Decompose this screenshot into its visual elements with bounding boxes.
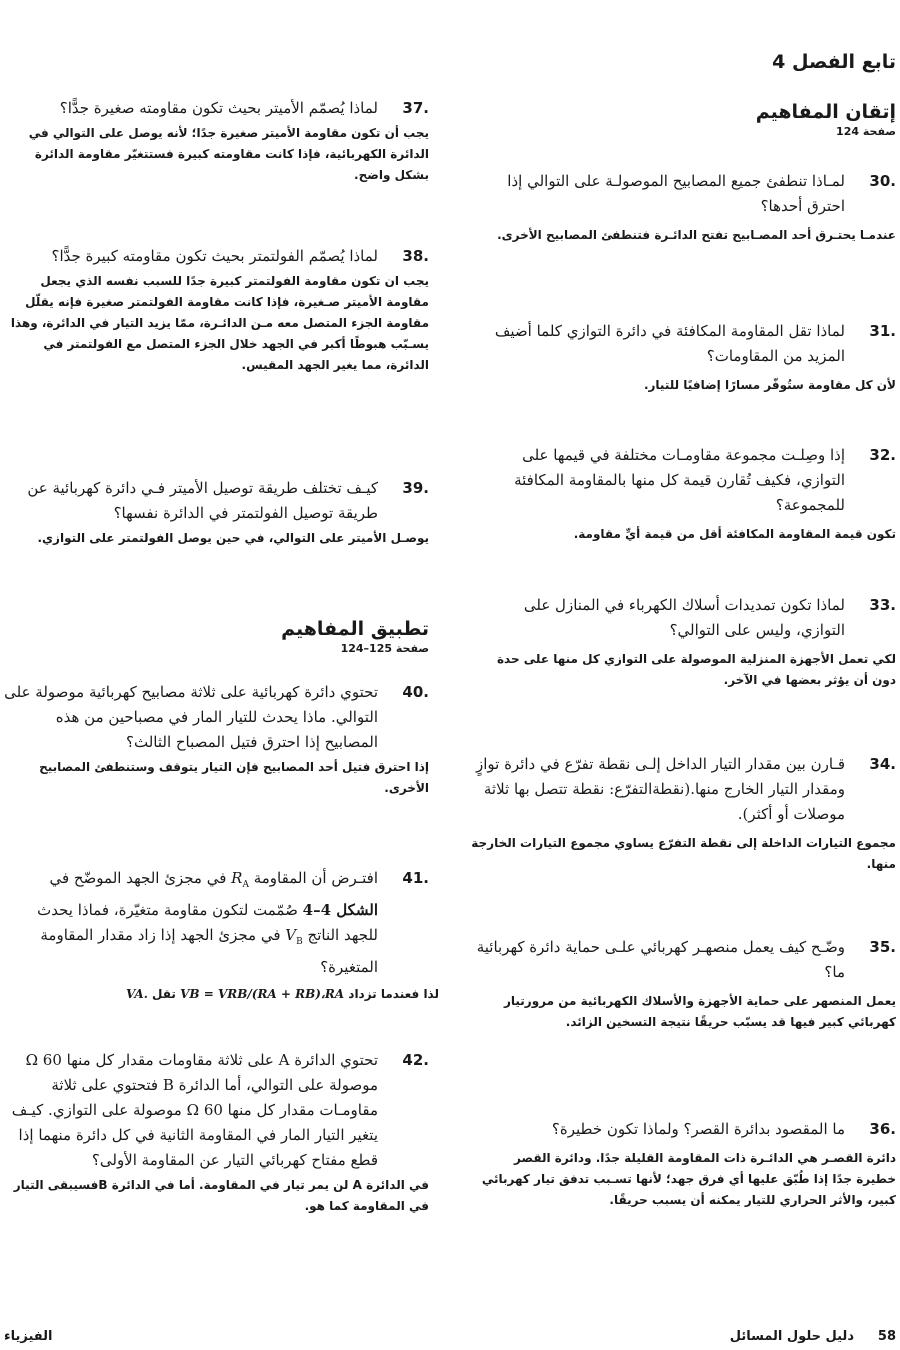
- answer-text: لكي تعمل الأجهزة المنزلية الموصولة على التوازي كل منها على حدة دون أن يؤثر بعضها في الآخر.: [496, 652, 896, 687]
- answer-text-part: لذا فعندما تزداد: [344, 987, 439, 1001]
- question-text: قـارن بين مقدار التيار الداخل إلـى نقطة تفرّع في دائرة توازٍ ومقدار التيار الخارج منها.(نقطةالتفرّع: نقطة تتصل بها ثلاثة موصلات أو أكثر).: [475, 755, 845, 823]
- question-39: [3, 476, 429, 549]
- question-text: كيـف تختلف طريقة توصيل الأميتر فـي دائرة كهربائية عن طريقة توصيل الفولتمتر في الدائرة نفسها؟: [27, 479, 378, 522]
- answer-text: دائرة القصـر هي الدائـرة ذات المقاومة القليلة جدًا. ودائرة القصر خطيرة جدًا إذا طُبّق عليها أي فرق جهد؛ لأنها تسـبب تدفق تيار كهربائي كبير، والأثر الحراري للتيار يمكنه أن يسبب حريقًا.: [481, 1151, 896, 1207]
- question-text: لماذا يُصمّم الفولتمتر بحيث تكون مقاومته كبيرة جدًّا؟: [51, 247, 378, 265]
- question-number: .38: [402, 247, 429, 265]
- subscript: B: [296, 937, 303, 947]
- question-31: [471, 319, 896, 396]
- variable-r: R: [231, 869, 243, 887]
- page-number: 58: [877, 1329, 896, 1344]
- question-number: .37: [402, 99, 429, 117]
- question-text-part: افتـرض أن المقاومة: [248, 869, 378, 887]
- question-number: .42: [402, 1051, 429, 1069]
- footer-guide-title: دليل حلول المسائل: [729, 1329, 854, 1344]
- question-32: [471, 443, 896, 545]
- question-text-part: صُمّمت لتكون مقاومة متغيّرة، فماذا يحدث للجهد الناتج: [37, 901, 378, 944]
- question-text-part: في مجزئ الجهد إذا زاد مقدار المقاومة المتغيرة؟: [40, 926, 378, 976]
- section-page-ref: صفحة 125–124: [340, 642, 429, 655]
- question-text: تحتوي الدائرة A على ثلاثة مقاومات مقدار كل منها Ω 60 موصولة على التوالي، أما الدائرة B فتحتوي على ثلاثة مقاومـات مقدار كل منها Ω 60 موصولة على التوازي. كيـف يتغير التيار المار في المقاومة الثانية في كل دائرة منهما إذا قطع مفتاح كهربائي التيار عن المقاومة الأولى؟: [11, 1051, 378, 1169]
- footer-subject: الفيزياء: [4, 1329, 53, 1344]
- answer-text: يوصـل الأميتر على التوالي، في حين يوصل الفولتمتر على التوازي.: [37, 531, 429, 545]
- section-title: إتقان المفاهيم: [755, 101, 896, 123]
- question-number: .36: [869, 1120, 896, 1138]
- figure-reference: الشكل 4–4: [302, 901, 378, 919]
- question-number: .41: [402, 869, 429, 887]
- question-text: لمـاذا تنطفئ جميع المصابيح الموصولـة على التوالي إذا احترق أحدها؟: [507, 172, 845, 215]
- question-30: [471, 169, 896, 246]
- question-text: ما المقصود بدائرة القصر؟ ولماذا تكون خطيرة؟: [551, 1120, 845, 1138]
- question-text: تحتوي دائرة كهربائية على ثلاثة مصابيح كهربائية موصولة على التوالي. ماذا يحدث للتيار المار في مصباحين من هذه المصابيح إذا احترق فتيل المصباح الثالث؟: [4, 683, 378, 751]
- question-35: [471, 935, 896, 1033]
- question-text: لماذا يُصمّم الأميتر بحيث تكون مقاومته صغيرة جدًّا؟: [59, 99, 378, 117]
- answer-text: يجب أن تكون مقاومة الأميتر صغيرة جدًا؛ لأنه يوصل على التوالي في الدائرة الكهربائية، فإذا كانت مقاومته كبيرة فستتغيّر مقاومة الدائرة بشكل واضح.: [28, 126, 429, 182]
- question-40: [3, 680, 429, 799]
- question-number: .30: [869, 172, 896, 190]
- subscript: A: [242, 880, 249, 890]
- answer-variable: VA.: [126, 987, 148, 1001]
- answer-text: يجب ان تكون مقاومة الفولتمتر كبيرة جدًا للسبب نفسه الذي يجعل مقاومة الأميتر صـغيرة، فإذا كانت مقاومة الفولتمتر صغيرة فإنه يقلّل مقاومة الجزء المتصل معه مـن الدائـرة، ممّا يزيد التيار في الدائرة، وهذا يسـبّب هبوطًا أكبر في الجهد خلال الجزء المتصل مع الفولتمتر في الدائرة، مما يغير الجهد المقيس.: [10, 274, 429, 372]
- chapter-heading: تابع الفصل 4: [772, 51, 896, 73]
- answer-text: مجموع التيارات الداخلة إلى نقطة التفرّع يساوي مجموع التيارات الخارجة منها.: [471, 836, 896, 871]
- question-text: لماذا تقل المقاومة المكافئة في دائرة التوازي كلما أضيف المزيد من المقاومات؟: [494, 322, 845, 365]
- answer-text: [3, 984, 439, 1005]
- question-number: .39: [402, 479, 429, 497]
- question-text: وضّـح كيف يعمل منصهـر كهربائي علـى حماية دائرة كهربائية ما؟: [476, 938, 845, 981]
- question-number: .35: [869, 938, 896, 956]
- question-number: .33: [869, 596, 896, 614]
- answer-variable: RA: [324, 987, 345, 1001]
- answer-text: لأن كل مقاومة ستُوفّر مسارًا إضافيًا للتيار.: [643, 378, 896, 392]
- answer-text: في الدائرة A لن يمر تيار في المقاومة. أما في الدائرة Bفسيبقى التيار في المقاومة كما هو.: [13, 1178, 429, 1213]
- answer-text: تكون قيمة المقاومة المكافئة أقل من قيمة أيِّ مقاومة.: [573, 527, 896, 541]
- section-applying: [281, 618, 429, 655]
- answer-text: إذا احترق فتيل أحد المصابيح فإن التيار يتوقف وستنطفئ المصابيح الأخرى.: [39, 760, 429, 795]
- question-text: [3, 866, 378, 980]
- question-37: [3, 96, 429, 186]
- answer-text: يعمل المنصهر على حماية الأجهزة والأسلاك الكهربائية من مرورتيار كهربائي كبير فيها قد يسبّب حريقًا نتيجة التسخين الزائد.: [503, 994, 896, 1029]
- question-text: لماذا تكون تمديدات أسلاك الكهرباء في المنازل على التوازي، وليس على التوالي؟: [523, 596, 845, 639]
- answer-text-part: تقل: [147, 987, 181, 1001]
- question-41: [3, 866, 439, 1005]
- section-title: تطبيق المفاهيم: [281, 618, 429, 640]
- variable-v: V: [285, 926, 297, 944]
- section-page-ref: صفحة 124: [836, 125, 896, 138]
- question-33: [471, 593, 896, 691]
- question-34: [471, 752, 896, 875]
- question-number: .40: [402, 683, 429, 701]
- answer-text: عندمـا يحتـرق أحد المصـابيح تفتح الدائـرة فتنطفئ المصابيح الأخرى.: [497, 228, 896, 242]
- section-mastery: [756, 101, 896, 138]
- question-42: [3, 1048, 429, 1217]
- question-number: .32: [869, 446, 896, 464]
- question-text: إذا وصِلـت مجموعة مقاومـات مختلفة في قيمها على التوازي، فكيف تُقارن قيمة كل منها بالمقاومة المكافئة للمجموعة؟: [514, 446, 845, 514]
- question-text-part: في مجزئ الجهد الموضّح في: [49, 869, 232, 887]
- question-number: .34: [869, 755, 896, 773]
- answer-formula: VB = VRB/(RA + RB)،: [180, 987, 325, 1001]
- question-38: [3, 244, 429, 376]
- question-number: .31: [869, 322, 896, 340]
- question-36: [471, 1117, 896, 1211]
